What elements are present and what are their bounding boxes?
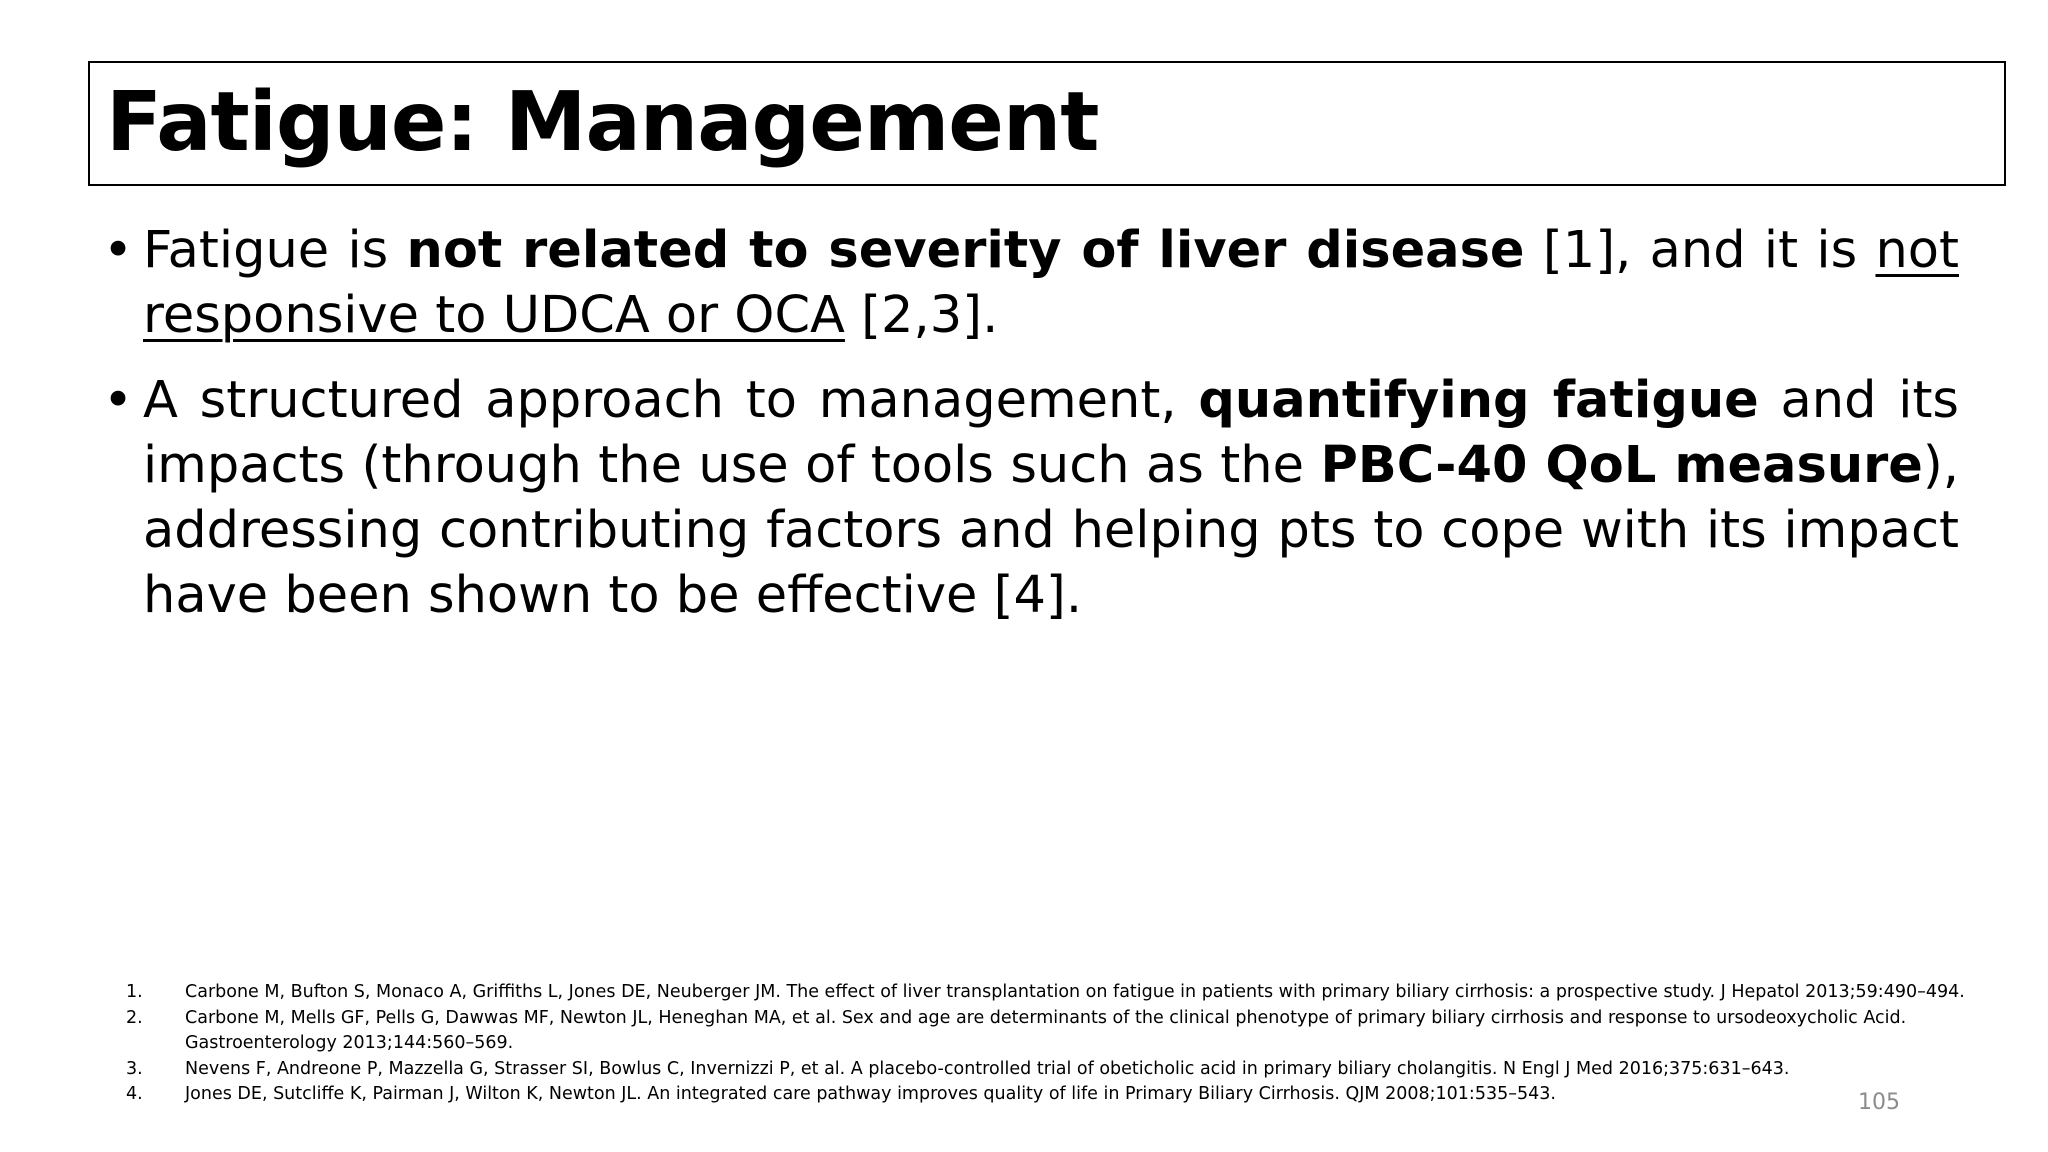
reference-item	[126, 1006, 1976, 1057]
bullet-marker: •	[103, 371, 134, 430]
reference-text: Nevens F, Andreone P, Mazzella G, Strasser SI, Bowlus C, Invernizzi P, et al. A placebo-controlled trial of obeticholic acid in primary biliary cholangitis. N Engl J Med 2016;375:631–643.	[185, 1058, 1790, 1079]
reference-item	[126, 1057, 1976, 1083]
title-box	[88, 61, 2006, 186]
page-number: 105	[1858, 1090, 1900, 1115]
slide-title: Fatigue: Management	[106, 75, 1099, 170]
reference-text: Carbone M, Mells GF, Pells G, Dawwas MF, Newton JL, Heneghan MA, et al. Sex and age are determinants of the clinical phenotype of primary biliary cirrhosis and response to ursodeoxycholic Acid. Gastroenterology 2013;144:560–569.	[185, 1007, 1907, 1053]
reference-text: Jones DE, Sutcliffe K, Pairman J, Wilton K, Newton JL. An integrated care pathway improves quality of life in Primary Biliary Cirrhosis. QJM 2008;101:535–543.	[185, 1084, 1556, 1104]
reference-item	[126, 980, 1976, 1006]
bullet-1-text-3: [2,3].	[844, 286, 999, 345]
reference-number: 1.	[126, 982, 143, 1002]
reference-item	[126, 1082, 1976, 1108]
bullet-item-2	[103, 368, 1959, 628]
bullet-2-text-1: A structured approach to management,	[143, 371, 1199, 430]
bullet-list	[103, 218, 1959, 648]
bullet-2-bold-2: PBC-40 QoL measure	[1320, 436, 1923, 495]
bullet-item-1	[103, 218, 1959, 348]
bullet-marker: •	[103, 221, 134, 280]
bullet-2-text-2: and its impacts (through the use of tools such as the	[143, 371, 1960, 495]
bullet-2-text-3: ), addressing contributing factors and helping pts to cope with its impact have been shown to be effective [4].	[143, 436, 1959, 625]
reference-number: 3.	[126, 1058, 143, 1079]
bullet-1-text-1: Fatigue is	[143, 221, 407, 280]
reference-number: 2.	[126, 1007, 143, 1028]
reference-number: 4.	[126, 1084, 143, 1104]
bullet-1-underline: not responsive to UDCA or OCA	[143, 221, 1959, 345]
bullet-1-bold-1: not related to severity of liver disease	[406, 221, 1525, 280]
bullet-1-text-2: [1], and it is	[1524, 221, 1876, 280]
references-list	[126, 980, 1976, 1108]
bullet-2-bold-1: quantifying fatigue	[1198, 371, 1759, 430]
reference-text: Carbone M, Bufton S, Monaco A, Griffiths L, Jones DE, Neuberger JM. The effect of liver transplantation on fatigue in patients with primary biliary cirrhosis: a prospective study. J Hepatol 2013;59:490–494.	[185, 982, 1965, 1002]
